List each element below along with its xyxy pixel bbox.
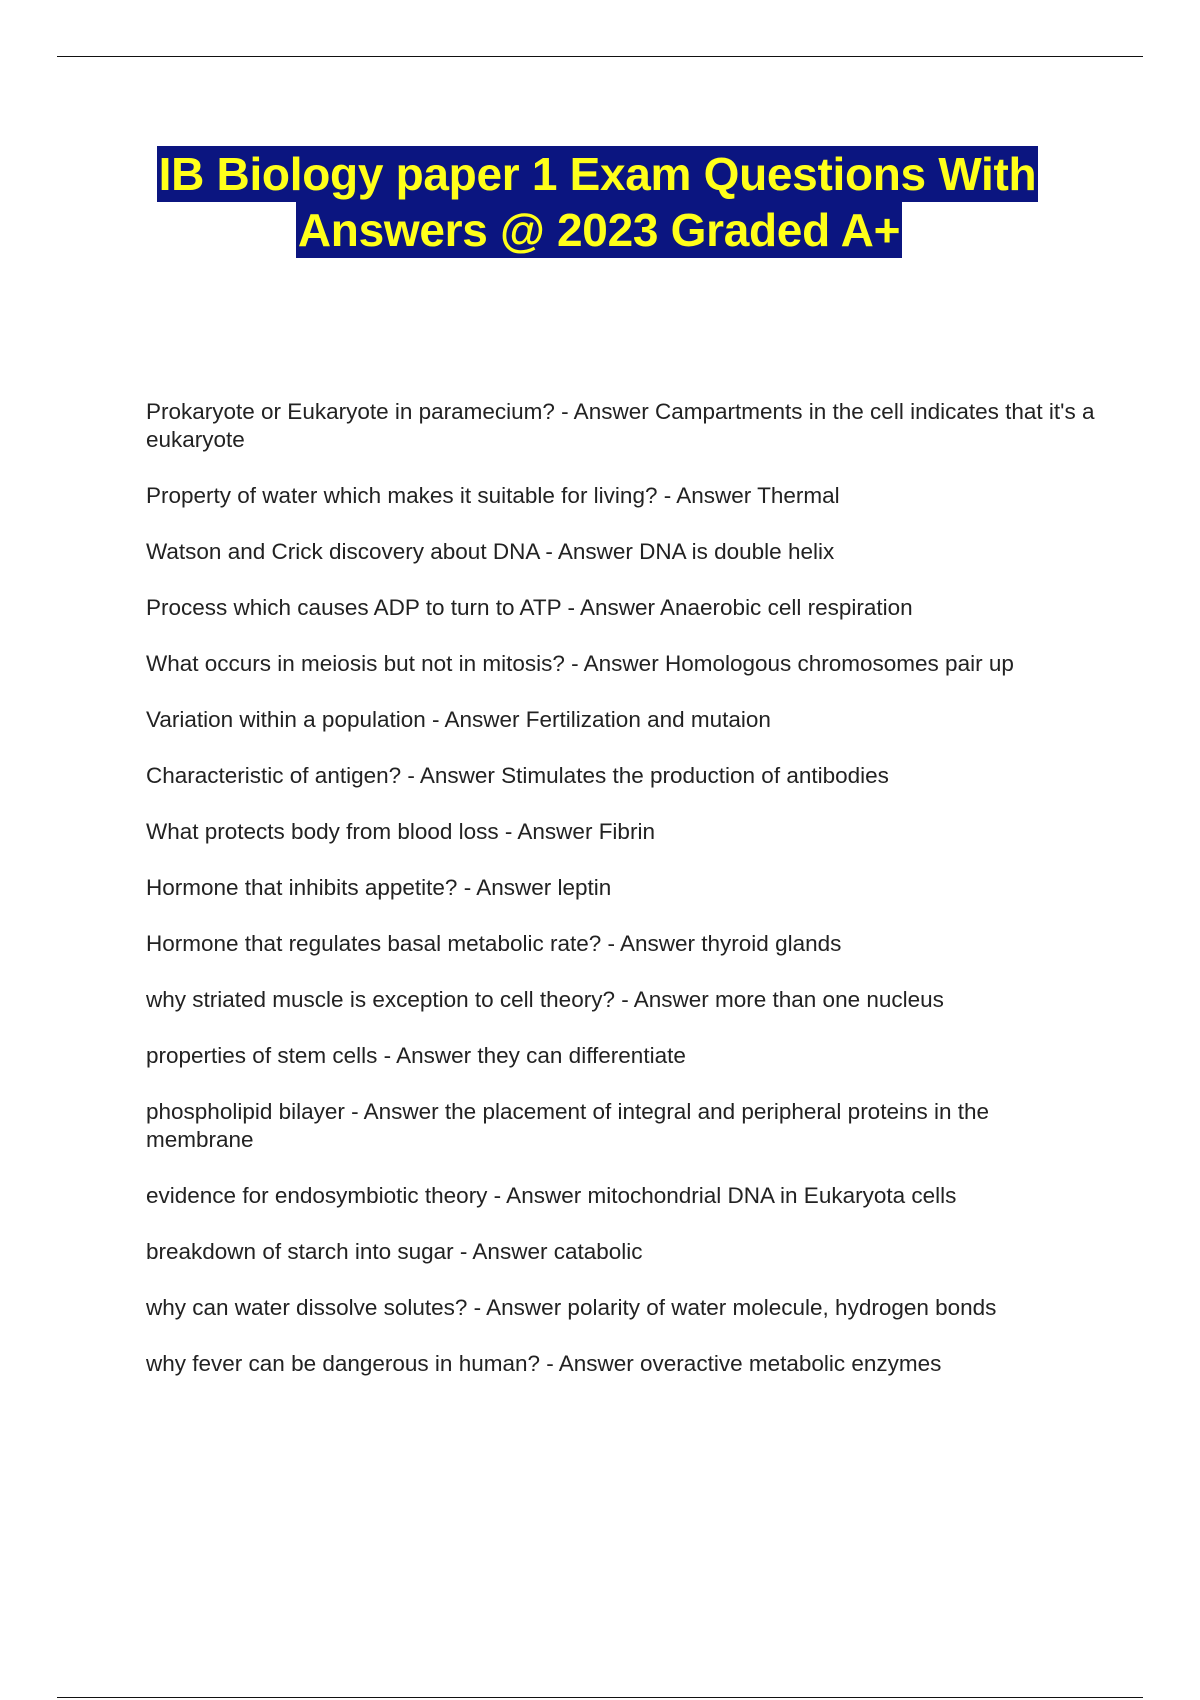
qa-item: properties of stem cells - Answer they can differentiate (146, 1043, 686, 1068)
qa-item: why can water dissolve solutes? - Answer polarity of water molecule, hydrogen bonds (146, 1295, 997, 1320)
qa-item: breakdown of starch into sugar - Answer catabolic (146, 1239, 643, 1264)
qa-item: Hormone that inhibits appetite? - Answer leptin (146, 875, 612, 900)
top-divider (57, 56, 1143, 57)
qa-item: Prokaryote or Eukaryote in paramecium? - Answer Campartments in the cell indicates that it's a eukaryote (146, 399, 1095, 452)
qa-item: Variation within a population - Answer Fertilization and mutaion (146, 707, 771, 732)
document-title (0, 146, 1200, 258)
title-line-2: Answers @ 2023 Graded A+ (297, 204, 901, 256)
qa-item: Watson and Crick discovery about DNA - Answer DNA is double helix (146, 539, 835, 564)
qa-item: Characteristic of antigen? - Answer Stimulates the production of antibodies (146, 763, 889, 788)
qa-item: What occurs in meiosis but not in mitosis? - Answer Homologous chromosomes pair up (146, 651, 1014, 676)
qa-item: Hormone that regulates basal metabolic rate? - Answer thyroid glands (146, 931, 842, 956)
qa-list (146, 398, 1096, 1406)
qa-item: why fever can be dangerous in human? - Answer overactive metabolic enzymes (146, 1351, 942, 1376)
qa-item: What protects body from blood loss - Answer Fibrin (146, 819, 655, 844)
bottom-divider (57, 1697, 1143, 1698)
qa-item: why striated muscle is exception to cell theory? - Answer more than one nucleus (146, 987, 944, 1012)
qa-item: evidence for endosymbiotic theory - Answer mitochondrial DNA in Eukaryota cells (146, 1183, 957, 1208)
qa-item: Process which causes ADP to turn to ATP - Answer Anaerobic cell respiration (146, 595, 913, 620)
title-line-1: IB Biology paper 1 Exam Questions With (158, 148, 1037, 200)
qa-item: phospholipid bilayer - Answer the placement of integral and peripheral proteins in the membrane (146, 1099, 990, 1152)
qa-item: Property of water which makes it suitable for living? - Answer Thermal (146, 483, 840, 508)
